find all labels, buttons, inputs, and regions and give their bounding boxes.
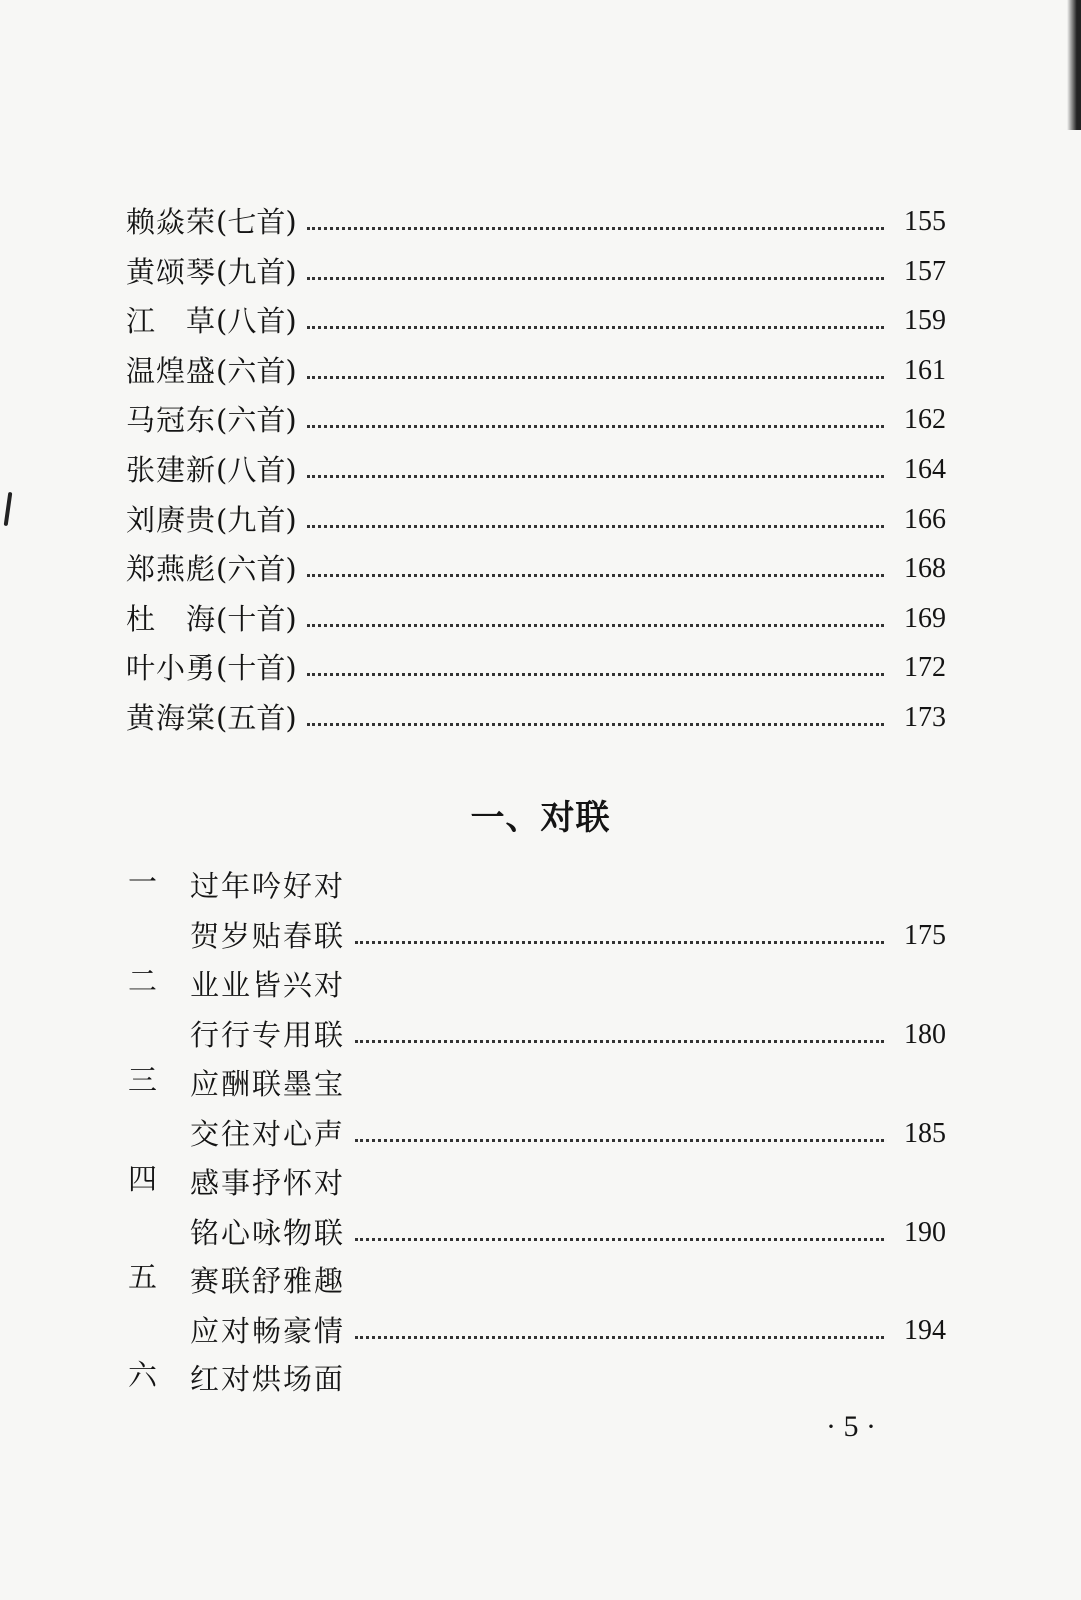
entry-name: 黄海棠 [126, 701, 217, 735]
entry-page-number: 166 [904, 504, 946, 535]
section-page-number: 185 [904, 1118, 946, 1149]
entry-name: 刘赓贵 [126, 503, 217, 537]
section-line-2 [190, 1108, 946, 1152]
entry-name: 温煌盛 [126, 354, 217, 388]
section-number: 六 [128, 1358, 158, 1392]
toc-entry [126, 394, 946, 438]
toc-entry [126, 593, 946, 637]
dot-leader [355, 941, 884, 944]
dot-leader [307, 574, 884, 577]
entry-page-number: 173 [904, 702, 946, 733]
entry-page-number: 157 [904, 256, 946, 287]
section-line-1 [190, 1058, 946, 1102]
entry-count: (九首) [216, 503, 297, 537]
entry-page-number: 162 [904, 404, 946, 435]
dot-leader [355, 1336, 884, 1339]
dot-leader [307, 227, 884, 230]
section-line-1 [190, 1255, 946, 1299]
toc-entry [126, 295, 946, 339]
entry-count: (六首) [216, 552, 297, 586]
section-number: 二 [128, 964, 158, 998]
toc-entry [126, 444, 946, 488]
toc-entry [126, 196, 946, 240]
footer-page-number: · 5 · [826, 1410, 876, 1443]
toc-entry [126, 692, 946, 736]
entry-page-number: 159 [904, 305, 946, 336]
section-line-1 [190, 1353, 946, 1397]
section-line-text: 应酬联墨宝 [190, 1067, 346, 1101]
entry-name: 黄颂琴 [126, 255, 217, 289]
toc-entry [126, 246, 946, 290]
toc-entry [126, 345, 946, 389]
section-line-text: 铭心咏物联 [190, 1216, 346, 1250]
section-number: 五 [128, 1260, 158, 1294]
entry-name: 郑燕彪 [126, 552, 217, 586]
dot-leader [307, 525, 884, 528]
entry-name: 叶小勇 [126, 651, 217, 685]
section-page-number: 190 [904, 1217, 946, 1248]
section-line-text: 应对畅豪情 [190, 1314, 346, 1348]
toc-entry [126, 494, 946, 538]
scan-mark [4, 492, 13, 526]
section-line-2 [190, 1009, 946, 1053]
entry-page-number: 169 [904, 603, 946, 634]
section-line-text: 红对烘场面 [190, 1362, 346, 1396]
entry-count: (八首) [216, 304, 297, 338]
entry-name: 赖焱荣 [126, 205, 217, 239]
dot-leader [307, 624, 884, 627]
entry-count: (六首) [216, 403, 297, 437]
entry-name: 马冠东 [126, 403, 217, 437]
entry-name: 江 草 [126, 304, 217, 338]
section-line-2 [190, 910, 946, 954]
section-number: 一 [128, 865, 158, 899]
entry-page-number: 164 [904, 454, 946, 485]
entry-page-number: 168 [904, 553, 946, 584]
section-line-text: 赛联舒雅趣 [190, 1264, 346, 1298]
entry-name: 张建新 [126, 453, 217, 487]
section-title: 一、对联 [470, 798, 611, 838]
dot-leader [307, 425, 884, 428]
scan-edge-shadow [1067, 0, 1081, 130]
entry-count: (十首) [216, 651, 297, 685]
entry-name: 杜 海 [126, 602, 217, 636]
dot-leader [355, 1139, 884, 1142]
dot-leader [307, 376, 884, 379]
dot-leader [307, 277, 884, 280]
entry-count: (十首) [216, 602, 297, 636]
toc-entry [126, 543, 946, 587]
entry-count: (七首) [216, 205, 297, 239]
entry-count: (五首) [216, 701, 297, 735]
entry-page-number: 155 [904, 206, 946, 237]
dot-leader [307, 673, 884, 676]
section-line-text: 过年吟好对 [190, 869, 346, 903]
section-number: 四 [128, 1162, 158, 1196]
dot-leader [355, 1238, 884, 1241]
entry-page-number: 161 [904, 355, 946, 386]
toc-entry [126, 642, 946, 686]
section-line-2 [190, 1207, 946, 1251]
section-line-text: 贺岁贴春联 [190, 919, 346, 953]
dot-leader [307, 475, 884, 478]
section-page-number: 180 [904, 1019, 946, 1050]
section-line-text: 交往对心声 [190, 1117, 346, 1151]
section-line-text: 感事抒怀对 [190, 1166, 346, 1200]
section-line-1 [190, 1157, 946, 1201]
section-page-number: 194 [904, 1315, 946, 1346]
section-line-1 [190, 860, 946, 904]
entry-page-number: 172 [904, 652, 946, 683]
section-line-2 [190, 1305, 946, 1349]
dot-leader [307, 723, 884, 726]
dot-leader [307, 326, 884, 329]
section-line-text: 行行专用联 [190, 1018, 346, 1052]
dot-leader [355, 1040, 884, 1043]
section-page-number: 175 [904, 920, 946, 951]
section-number: 三 [128, 1063, 158, 1097]
entry-count: (九首) [216, 255, 297, 289]
section-line-text: 业业皆兴对 [190, 968, 346, 1002]
entry-count: (八首) [216, 453, 297, 487]
section-line-1 [190, 959, 946, 1003]
entry-count: (六首) [216, 354, 297, 388]
